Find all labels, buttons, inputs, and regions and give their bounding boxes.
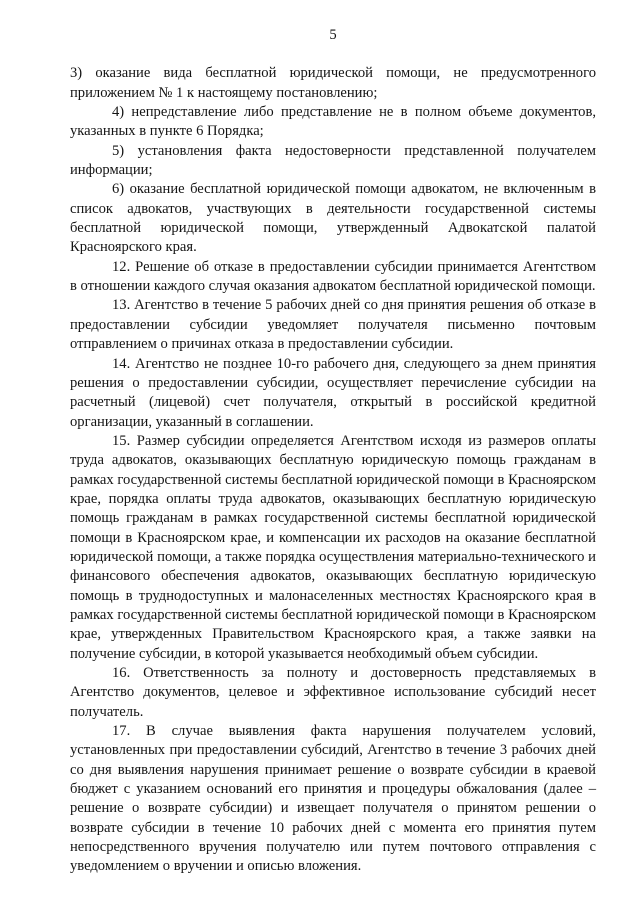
paragraph-8: 15. Размер субсидии определяется Агентством исходя из размеров оплаты труда адвокатов, оказывающих бесплатную юридическую помощь гражданам в рамках государственной системы бесплатной юридической помощи в Красноярском крае, порядка оплаты труда адвокатов, оказывающих бесплатную юридическую помощь гражданам в рамках государственной системы бесплатной юридической помощи в Красноярском крае, и компенсации их расходов на оказание бесплатной юридической помощи, а также порядка осуществления материально-технического и финансового обеспечения адвокатов, оказывающих бесплатную юридическую помощь в труднодоступных и малонаселенных местностях Красноярского края в рамках государственной системы бесплатной юридической помощи в Красноярском крае, утвержденных Правительством Красноярского края, а также заявки на получение субсидии, в которой указывается необходимый объем субсидии. <box>70 432 596 662</box>
paragraph-9: 16. Ответственность за полноту и достоверность представляемых в Агентство документов, целевое и эффективное использование субсидий несет получатель. <box>70 665 596 720</box>
paragraph-10: 17. В случае выявления факта нарушения получателем условий, установленных при предоставлении субсидий, Агентство в течение 3 рабочих дней со дня выявления нарушения принимает решение о возврате субсидии в краевой бюджет с указанием оснований его принятия и процедуры обжалования (далее – решение о возврате субсидии) и извещает получателя о принятом решении о возврате субсидии в течение 10 рабочих дней с момента его принятия путем непосредственного вручения получателю или путем почтового отправления с уведомлением о вручении и описью вложения. <box>70 723 596 875</box>
paragraph-6: 13. Агентство в течение 5 рабочих дней со дня принятия решения об отказе в предоставлении субсидии уведомляет получателя письменно почтовым отправлением о причинах отказа в предоставлении субсидии. <box>70 297 596 353</box>
page-number: 5 <box>329 27 337 43</box>
paragraph-7: 14. Агентство не позднее 10-го рабочего дня, следующего за днем принятия решения о предоставлении субсидии, осуществляет перечисление субсидии на расчетный (лицевой) счет получателя, открытый в российской кредитной организации, указанный в соглашении. <box>70 355 596 430</box>
paragraph-5: 12. Решение об отказе в предоставлении субсидии принимается Агентством в отношении каждого случая оказания адвокатом бесплатной юридической помощи. <box>70 258 596 295</box>
paragraph-1: 3) оказание вида бесплатной юридической помощи, не предусмотренного приложением № 1 к настоящему постановлению; <box>70 65 596 101</box>
paragraph-4: 6) оказание бесплатной юридической помощи адвокатом, не включенным в список адвокатов, участвующих в деятельности государственной системы бесплатной юридической помощи, утвержденный Адвокатской палатой Красноярского края. <box>70 181 596 256</box>
paragraph-2: 4) непредставление либо представление не в полном объеме документов, указанных в пункте 6 Порядка; <box>70 104 596 140</box>
paragraph-3: 5) установления факта недостоверности представленной получателем информации; <box>70 142 596 179</box>
